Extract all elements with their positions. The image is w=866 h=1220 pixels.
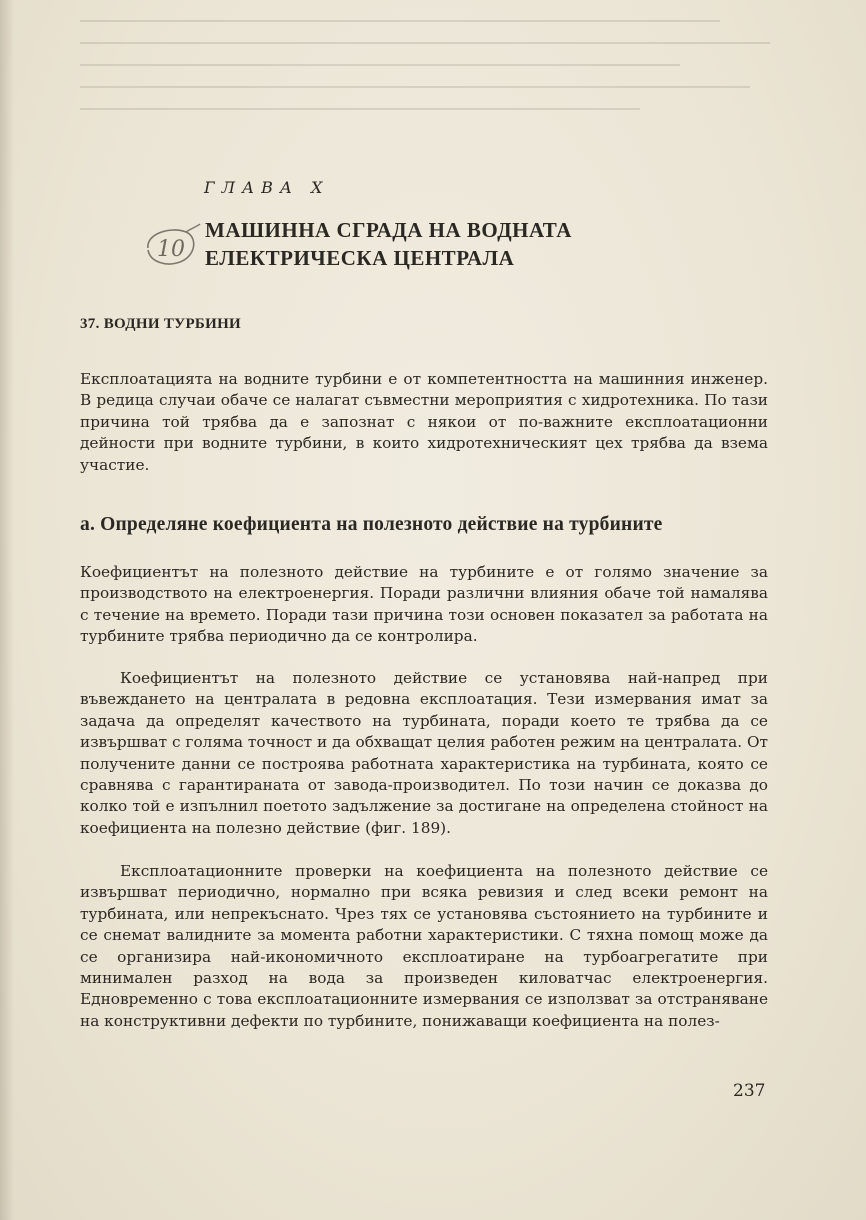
chapter-title (205, 216, 572, 272)
body-paragraph-2: Коефициентът на полезното действие се установява най-напред при въвеждането на централата в редовна експлоатация. Тези измервания имат за задача да определят качеството на турбината, поради което те трябва да се извършват с голяма точност и да обхващат целия работен режим на централата. От получените данни се построява работната характеристика на турбината, която се сравнява с гарантираната от завода-производител. По този начин се доказва до колко той е изпълнил поетото задължение за достигане на определена стойност на коефициента на полезно действие (фиг. 189). (80, 669, 768, 837)
subsection-heading: а. Определяне коефициента на полезното действие на турбините (80, 514, 663, 535)
body-paragraph-1: Коефициентът на полезното действие на турбините е от голямо значение за производството на електроенергия. Поради различни влияния обаче той намалява с течение на времето. Поради тази причина този основен показател за работата на турбините трябва периодично да се контролира. (80, 563, 768, 646)
handwritten-number-mark (140, 222, 202, 272)
intro-paragraph: Експлоатацията на водните турбини е от компетентността на машинния инженер. В редица случаи обаче се налагат съвместни мероприятия с хидротехника. По тази причина той трябва да е запознат с някои от по-важните експлоатационни дейности при водните турбини, в които хидротехническият цех трябва да взема участие. (80, 370, 768, 474)
chapter-title-line-2: ЕЛЕКТРИЧЕСКА ЦЕНТРАЛА (205, 246, 515, 270)
handwritten-number-text: 10 (157, 237, 185, 262)
page-number: 237 (733, 1081, 766, 1101)
chapter-label: ГЛАВА X (204, 178, 330, 197)
body-paragraph-3: Експлоатационните проверки на коефициента на полезното действие се извършват периодично, нормално при всяка ревизия и след всеки ремонт на турбината, или непрекъснато. Чрез тях се установява състоянието на турбините и се снемат валидните за момента работни характеристики. С тяхна помощ може да се организира най-икономичното експлоатиране на турбоагрегатите при минимален разход на вода за произведен киловатчас електроенергия. Едновременно с това експлоатационните измервания се използват за отстраняване на конструктивни дефекти по турбините, понижаващи коефициента на полез- (80, 862, 768, 1030)
bleed-through-texture (80, 0, 780, 140)
section-heading: 37. ВОДНИ ТУРБИНИ (80, 316, 242, 332)
chapter-title-line-1: МАШИННА СГРАДА НА ВОДНАТА (205, 218, 572, 242)
page-edge-shadow (0, 0, 14, 1220)
